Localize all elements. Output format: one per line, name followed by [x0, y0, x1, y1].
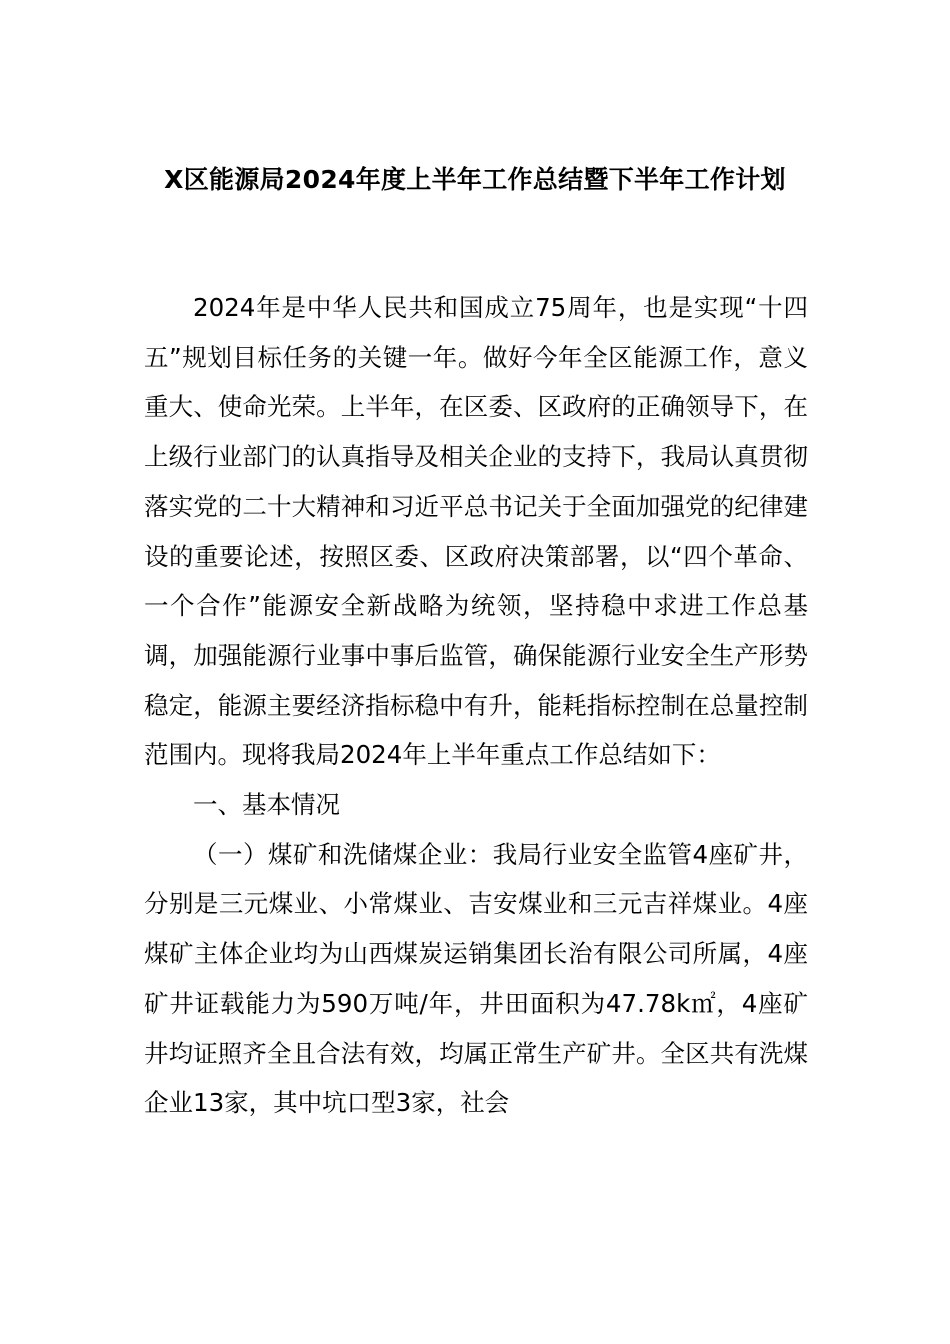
document-body [144, 283, 808, 1128]
section-heading-basic-situation: 一、基本情况 [193, 790, 340, 820]
document-title: X区能源局2024年度上半年工作总结暨下半年工作计划 [164, 165, 786, 194]
paragraph-intro: 2024年是中华人民共和国成立75周年，也是实现“十四五”规划目标任务的关键一年。做好今年全区能源工作，意义重大、使命光荣。上半年，在区委、区政府的正确领导下，在上级行业部门的认真指导及相关企业的支持下，我局认真贯彻落实党的二十大精神和习近平总书记关于全面加强党的纪律建设的重要论述，按照区委、区政府决策部署，以“四个革命、一个合作”能源安全新战略为统领，坚持稳中求进工作总基调，加强能源行业事中事后监管，确保能源行业安全生产形势稳定，能源主要经济指标稳中有升，能耗指标控制在总量控制范围内。现将我局2024年上半年重点工作总结如下： [144, 293, 808, 770]
paragraph-coal-enterprises: （一）煤矿和洗储煤企业：我局行业安全监管4座矿井，分别是三元煤业、小常煤业、吉安煤业和三元吉祥煤业。4座煤矿主体企业均为山西煤炭运销集团长治有限公司所属，4座矿井证载能力为590万吨/年，井田面积为47.78k㎡，4座矿井均证照齐全且合法有效，均属正常生产矿井。全区共有洗煤企业13家，其中坑口型3家，社会 [144, 839, 808, 1118]
